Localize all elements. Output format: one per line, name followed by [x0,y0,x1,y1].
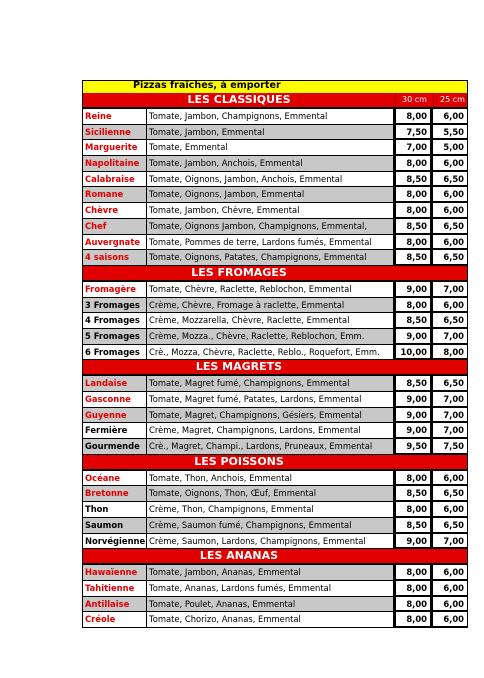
price-30cm: 9,50 [394,439,431,454]
section-header [82,360,468,376]
price-25cm: 6,00 [431,565,468,580]
pizza-name: Marguerite [82,140,147,155]
price-30cm: 8,00 [394,235,431,250]
price-25cm: 6,00 [431,471,468,486]
section-title: LES ANANAS [199,549,279,563]
price-25cm: 6,00 [431,156,468,171]
pizza-ingredients: Crè., Magret, Champi., Lardons, Pruneaux, Emmental [147,439,394,454]
price-30cm: 7,50 [394,125,431,140]
pizza-ingredients: Tomate, Pommes de terre, Lardons fumés, Emmental [147,235,394,250]
price-25cm: 6,00 [431,109,468,124]
price-30cm: 8,50 [394,486,431,501]
menu-row [82,486,468,502]
pizza-name: Gourmende [82,439,147,454]
menu-row [82,109,468,125]
menu-row [82,329,468,345]
pizza-name: Fermière [82,423,147,438]
pizza-ingredients: Tomate, Jambon, Ananas, Emmental [147,565,394,580]
menu-row [82,565,468,581]
menu-title: Pizzas fraîches, à emporter [133,80,281,91]
menu-row [82,313,468,329]
section-header [82,455,468,471]
menu-row [82,439,468,455]
pizza-ingredients: Tomate, Jambon, Emmental [147,125,394,140]
price-30cm: 8,50 [394,250,431,265]
pizza-name: Fromagère [82,282,147,297]
price-30cm: 9,00 [394,408,431,423]
menu-row [82,250,468,266]
section-title: LES CLASSIQUES [187,93,291,106]
price-25cm: 7,00 [431,408,468,423]
menu-row [82,534,468,550]
price-30cm: 9,00 [394,534,431,549]
pizza-menu-table [82,80,468,628]
price-30cm: 8,00 [394,581,431,596]
price-25cm: 6,00 [431,502,468,517]
pizza-ingredients: Tomate, Oignons, Jambon, Emmental [147,187,394,202]
pizza-ingredients: Tomate, Magret, Champignons, Gésiers, Emmental [147,408,394,423]
price-30cm: 7,00 [394,140,431,155]
pizza-name: 5 Fromages [82,329,147,344]
price-25cm: 6,50 [431,172,468,187]
menu-row [82,125,468,141]
menu-row [82,502,468,518]
price-30cm: 8,00 [394,612,431,627]
pizza-ingredients: Tomate, Oignons, Jambon, Anchois, Emmental [147,172,394,187]
pizza-name: Chèvre [82,203,147,218]
price-30cm: 10,00 [394,345,431,360]
price-30cm: 8,50 [394,172,431,187]
price-25cm: 5,00 [431,140,468,155]
price-25cm: 7,00 [431,423,468,438]
menu-row [82,156,468,172]
pizza-ingredients: Tomate, Emmental [147,140,394,155]
price-25cm: 6,00 [431,298,468,313]
pizza-name: 3 Fromages [82,298,147,313]
menu-row [82,345,468,361]
section-title: LES POISSONS [194,454,284,468]
pizza-name: Auvergnate [82,235,147,250]
pizza-ingredients: Tomate, Chèvre, Raclette, Reblochon, Emmental [147,282,394,297]
pizza-ingredients: Crème, Chèvre, Fromage à raclette, Emmental [147,298,394,313]
menu-sections [82,93,468,628]
pizza-name: Norvégienne [82,534,147,549]
pizza-ingredients: Tomate, Ananas, Lardons fumés, Emmental [147,581,394,596]
price-30cm: 9,00 [394,282,431,297]
pizza-name: Antillaise [82,597,147,612]
price-25cm: 7,00 [431,392,468,407]
price-30cm: 8,00 [394,565,431,580]
menu-row [82,187,468,203]
pizza-ingredients: Tomate, Jambon, Champignons, Emmental [147,109,394,124]
pizza-ingredients: Tomate, Jambon, Chèvre, Emmental [147,203,394,218]
pizza-name: Chef [82,219,147,234]
size-label-30: 30 cm [395,93,433,107]
price-30cm: 8,00 [394,471,431,486]
price-25cm: 7,00 [431,329,468,344]
pizza-name: Napolitaine [82,156,147,171]
menu-row [82,423,468,439]
pizza-ingredients: Crème, Mozza., Chèvre, Raclette, Reblochon, Emm. [147,329,394,344]
pizza-ingredients: Tomate, Magret fumé, Champignons, Emmental [147,376,394,391]
pizza-name: Reine [82,109,147,124]
price-30cm: 9,00 [394,329,431,344]
price-30cm: 8,50 [394,518,431,533]
price-25cm: 6,00 [431,597,468,612]
pizza-ingredients: Tomate, Magret fumé, Patates, Lardons, Emmental [147,392,394,407]
pizza-ingredients: Tomate, Oignons Jambon, Champignons, Emmental, [147,219,394,234]
pizza-ingredients: Tomate, Oignons, Patates, Champignons, Emmental [147,250,394,265]
pizza-name: Hawaïenne [82,565,147,580]
menu-row [82,172,468,188]
price-25cm: 6,50 [431,376,468,391]
pizza-name: Gasconne [82,392,147,407]
menu-row [82,581,468,597]
price-30cm: 8,00 [394,298,431,313]
pizza-ingredients: Tomate, Oignons, Thon, Œuf, Emmental [147,486,394,501]
pizza-ingredients: Crème, Magret, Champignons, Lardons, Emmental [147,423,394,438]
price-30cm: 8,00 [394,597,431,612]
pizza-name: Guyenne [82,408,147,423]
menu-row [82,219,468,235]
pizza-name: Tahitienne [82,581,147,596]
pizza-name: Thon [82,502,147,517]
pizza-name: Créole [82,612,147,627]
price-30cm: 9,00 [394,392,431,407]
section-header [82,549,468,565]
price-25cm: 6,50 [431,486,468,501]
price-25cm: 6,00 [431,581,468,596]
menu-row [82,471,468,487]
pizza-name: Calabraise [82,172,147,187]
pizza-name: Landaise [82,376,147,391]
price-30cm: 8,00 [394,109,431,124]
menu-row [82,597,468,613]
pizza-name: 6 Fromages [82,345,147,360]
pizza-ingredients: Crème, Saumon, Lardons, Champignons, Emmental [147,534,394,549]
price-25cm: 6,50 [431,313,468,328]
menu-row [82,282,468,298]
price-25cm: 7,00 [431,282,468,297]
price-25cm: 6,00 [431,187,468,202]
section-header [82,266,468,282]
menu-row [82,235,468,251]
pizza-ingredients: Crème, Saumon fumé, Champignons, Emmental [147,518,394,533]
title-fill [395,81,467,93]
price-25cm: 6,50 [431,219,468,234]
pizza-ingredients: Crè., Mozza, Chèvre, Raclette, Reblo., Roquefort, Emm. [147,345,394,360]
price-25cm: 6,00 [431,235,468,250]
price-30cm: 8,50 [394,376,431,391]
menu-row [82,140,468,156]
price-25cm: 7,50 [431,439,468,454]
menu-row [82,612,468,628]
price-25cm: 6,50 [431,250,468,265]
price-30cm: 8,50 [394,219,431,234]
pizza-name: 4 Fromages [82,313,147,328]
price-25cm: 8,00 [431,345,468,360]
menu-row [82,376,468,392]
menu-title-row [82,80,468,93]
pizza-name: Sicilienne [82,125,147,140]
menu-row [82,518,468,534]
pizza-ingredients: Crème, Thon, Champignons, Emmental [147,502,394,517]
menu-row [82,298,468,314]
price-25cm: 5,50 [431,125,468,140]
size-label-25: 25 cm [433,93,471,107]
price-30cm: 8,00 [394,156,431,171]
pizza-ingredients: Tomate, Chorizo, Ananas, Emmental [147,612,394,627]
price-25cm: 6,00 [431,203,468,218]
price-30cm: 8,00 [394,187,431,202]
pizza-ingredients: Tomate, Thon, Anchois, Emmental [147,471,394,486]
pizza-name: 4 saisons [82,250,147,265]
pizza-name: Océane [82,471,147,486]
menu-row [82,203,468,219]
price-30cm: 9,00 [394,423,431,438]
pizza-ingredients: Tomate, Poulet, Ananas, Emmental [147,597,394,612]
pizza-name: Romane [82,187,147,202]
pizza-ingredients: Crème, Mozzarella, Chèvre, Raclette, Emmental [147,313,394,328]
section-title: LES MAGRETS [195,360,283,374]
price-30cm: 8,00 [394,203,431,218]
price-25cm: 7,00 [431,534,468,549]
pizza-name: Bretonne [82,486,147,501]
price-25cm: 6,00 [431,612,468,627]
price-30cm: 8,50 [394,313,431,328]
pizza-ingredients: Tomate, Jambon, Anchois, Emmental [147,156,394,171]
section-header [82,93,468,109]
pizza-name: Saumon [82,518,147,533]
price-25cm: 6,50 [431,518,468,533]
menu-row [82,408,468,424]
menu-row [82,392,468,408]
price-30cm: 8,00 [394,502,431,517]
section-title: LES FROMAGES [191,265,287,279]
